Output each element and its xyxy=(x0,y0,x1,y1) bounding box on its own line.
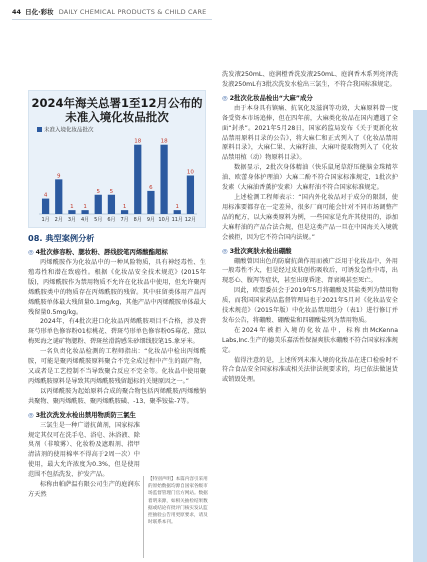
bar xyxy=(134,145,141,214)
x-tick-label: 6月 xyxy=(107,217,116,223)
chart-title-line2: 未准入境化妆品批次 xyxy=(65,110,169,124)
right-column xyxy=(222,70,398,385)
x-tick-label: 8月 xyxy=(133,217,142,223)
magazine-english-name: DAILY CHEMICAL PRODUCTS & CHILD CARE xyxy=(58,8,207,16)
header-divider xyxy=(12,19,212,20)
paragraph: 一名负责化妆品检测的工程师指出：“化妆品中检出丙烯酰胺，可能是聚丙烯酰胺原料聚合不完全成过程中产生的副产物，又或者是工艺控制不当导致聚合反应不完全等。化妆品中使用聚丙烯酰胺原料是导致其丙烯酰胺残留超标的关键原因之一。” xyxy=(28,348,206,385)
bar xyxy=(160,145,167,214)
bar xyxy=(81,210,88,214)
bar xyxy=(174,210,181,214)
legend-label: 未准入境化妆品批次 xyxy=(44,127,94,134)
paragraph: 上述检测工程师表示：“国内外化妆品对于成分的限制，使用标准要都存在一定差异，很多厂商可能会针对不同市场调整产品的配方，以大麻类原料为例，一些国家是允许其使用的，添加大麻籽油的产品合法合规，但是这类产品一旦在中国海关入境就会被拒，因为它不符合国内法规。” xyxy=(222,193,398,241)
x-tick-label: 7月 xyxy=(120,217,129,223)
bar-value-label: 18 xyxy=(134,138,142,145)
case-heading-2-text: 3批次洗发水检出禁用物质防三氯生 xyxy=(35,410,136,419)
x-tick-label: 12月 xyxy=(184,217,197,223)
bar-value-label: 5 xyxy=(96,188,100,195)
chart-title-line1: 2024年海关总署1至12月公布的 xyxy=(31,96,203,110)
bar-chart xyxy=(28,90,206,228)
x-tick-label: 3月 xyxy=(67,217,77,223)
case-heading-3: ◎ 2批次化妆品检出“大麻”成分 xyxy=(222,93,313,102)
x-tick-label: 1月 xyxy=(41,217,50,223)
bar-value-label: 9 xyxy=(57,173,61,180)
paragraph: 硼酸曾因出色的防腐抗菌作用而被广泛用于化妆品中，外用一般毒性不大，但是经过皮肤创伤吸收后，可诱发急性中毒，出现恶心、腹泻等症状，甚至出现昏迷、肾衰竭甚至死亡。 xyxy=(222,257,398,285)
bar xyxy=(95,195,102,214)
paragraph: 由于本身具有镇痛、抗氧化及滋润等功效，大麻原料曾一度备受资本市场追捧，但在四年前，大麻类化妆品在国内遭遇了全面“封杀”。2021年5月28日，国家药监局发布《关于更新化妆品禁用原料目录的公告》，将大麻仁和正式列入了《化妆品禁用原料目录》，大麻仁果、大麻籽油、大麻叶提取物列入了《化妆品禁用植（动）物原料目录》。 xyxy=(222,104,398,162)
x-tick-label: 4月 xyxy=(80,217,90,223)
paragraph: 以丙烯酰胺为起始原料合成的聚合物包括丙烯酰胺/丙烯酸钠共聚物、聚丙烯酰胺、聚丙烯酰胺磺、-13、聚季铵盐-7等。 xyxy=(28,387,206,405)
paragraph: 2024年，有4批次进口化妆品丙烯酰胺项目不合格，涉及碧斑芍形单色修容粉01棕桃花、碧斑芍形单色修容粉05莓花、黛以梅死海之谜矿物腮粉、碧斑丝滑韵感朱砂细线胶笔15.象牙米。 xyxy=(28,318,206,346)
case-heading-4-text: 3批次爽肤水检出硼酸 xyxy=(229,246,292,255)
x-tick-label: 2月 xyxy=(54,217,63,223)
paragraph: 在2024年被拒入境的化妆品中，标称由McKenna Labs,Inc.生产的德美乐嘉活性保湿爽肤水硼酸不符合国家标准规定。 xyxy=(222,326,398,354)
case-heading-4: ◎ 3批次爽肤水检出硼酸 xyxy=(222,246,292,255)
paragraph: 值得注意的是，上述所列未准入境的化妆品在进口检验时不符合食品安全国家标准或相关法律法规要求的，均已依法做退货或销毁处理。 xyxy=(222,356,398,384)
bar xyxy=(187,176,194,215)
magazine-name: 日化·彩妆 xyxy=(25,8,54,16)
bar-value-label: 18 xyxy=(160,138,168,145)
case-heading-2: ◎ 3批次洗发水检出禁用物质防三氯生 xyxy=(28,410,136,419)
x-tick-label: 9月 xyxy=(146,217,156,223)
bar xyxy=(147,191,154,214)
paragraph: 洗发液250mL、庭润橙香洗发液250mL、庭润香木系列亮泽洗发液250mL有3批次洗发水检出三氯生，不符合我国标准规定。 xyxy=(222,71,398,88)
paragraph: 标称由帕萨温有限公司生产的庭润东方天然 xyxy=(28,481,140,498)
bar-value-label: 1 xyxy=(83,204,87,211)
left-column xyxy=(28,232,206,500)
bar-value-label: 1 xyxy=(175,204,179,211)
case-heading-3-text: 2批次化妆品检出“大麻”成分 xyxy=(229,93,313,102)
special-statement-note: 【特别声明】本篇内容引采用的原始数据均源自国家各级市场监督管理门官方网站。数据着明来源，如相关抽检结果数据或结论有批评门核实发认监控抽验公告用更原要求，请及时联系本刊。 xyxy=(143,476,208,558)
section-title: 08. 典型案例分析 xyxy=(28,233,95,243)
side-decoration xyxy=(413,110,427,562)
chart-plot xyxy=(29,91,205,227)
x-tick-label: 11月 xyxy=(171,217,183,223)
bar xyxy=(68,210,75,214)
bar-value-label: 6 xyxy=(149,184,153,191)
bar-value-label: 1 xyxy=(70,204,74,211)
x-tick-label: 10月 xyxy=(158,217,170,223)
bar-value-label: 10 xyxy=(186,169,194,176)
bar-value-label: 4 xyxy=(43,192,48,199)
bar xyxy=(121,210,128,214)
bar-value-label: 1 xyxy=(122,204,127,211)
x-tick-label: 5月 xyxy=(94,217,103,223)
bar-value-label: 5 xyxy=(109,188,114,195)
case-heading-1-text: 4批次修容粉、腮妆粉、唇线胶笔丙烯酸酯超标 xyxy=(35,248,168,256)
case-heading-1: ◎ 4批次修容粉、腮妆粉、唇线胶笔丙烯酸酯超标 xyxy=(28,248,168,256)
bar xyxy=(42,199,49,214)
page-number: 44 xyxy=(12,8,22,16)
paragraph: 数据显示，2批次身体精油（快乐鼠尾草舒压健脑金珠精萃油、欧蕾身体护理油）大麻二酚不符合国家标准规定，1批次护发素（大麻油香薰护发素）大麻籽油不符合国家标准规定。 xyxy=(222,164,398,192)
bar xyxy=(55,179,62,214)
page-header xyxy=(12,6,212,18)
bar xyxy=(108,195,115,214)
paragraph: 丙烯酰胺作为化妆品中的一种风险物质，具有神经毒性、生殖毒性和潜在致癌性。根据《化妆品安全技术规范》(2015年版)，丙烯酰胺作为禁用物质不允许在化妆品中使用，但允许聚丙烯酰胺类中的物质存在丙烯酰胺的残留。其中驻留类体用产品丙烯酰胺单体最大残留量0.1mg/kg，其他产品中丙烯酰胺单体最大残留量0.5mg/kg。 xyxy=(28,259,206,316)
paragraph: 因此，欧盟委员会于2019年5月将硼酸及其盐类列为禁用物质，而我国国家药品监督管理局也于2021年5月对《化妆品安全技术规范》（2015年版）中化妆品禁用组分（表1）进行修订并发布公告，将硼酸、硼酸盐和四硼酸盐列为禁用物质。 xyxy=(222,287,398,324)
paragraph: 三氯生是一种广谱抗菌剂，国家标准规定其仅可在洗手皂、浴皂、沐浴液、除臭剂（非喷雾）、化妆粉及遮瑕剂、指甲清洁剂的使用棉率不得高于2周一次）中使用，最大允许浓度为0.3%，但是使用范围不包括洗发、护发产品。 xyxy=(28,421,140,479)
